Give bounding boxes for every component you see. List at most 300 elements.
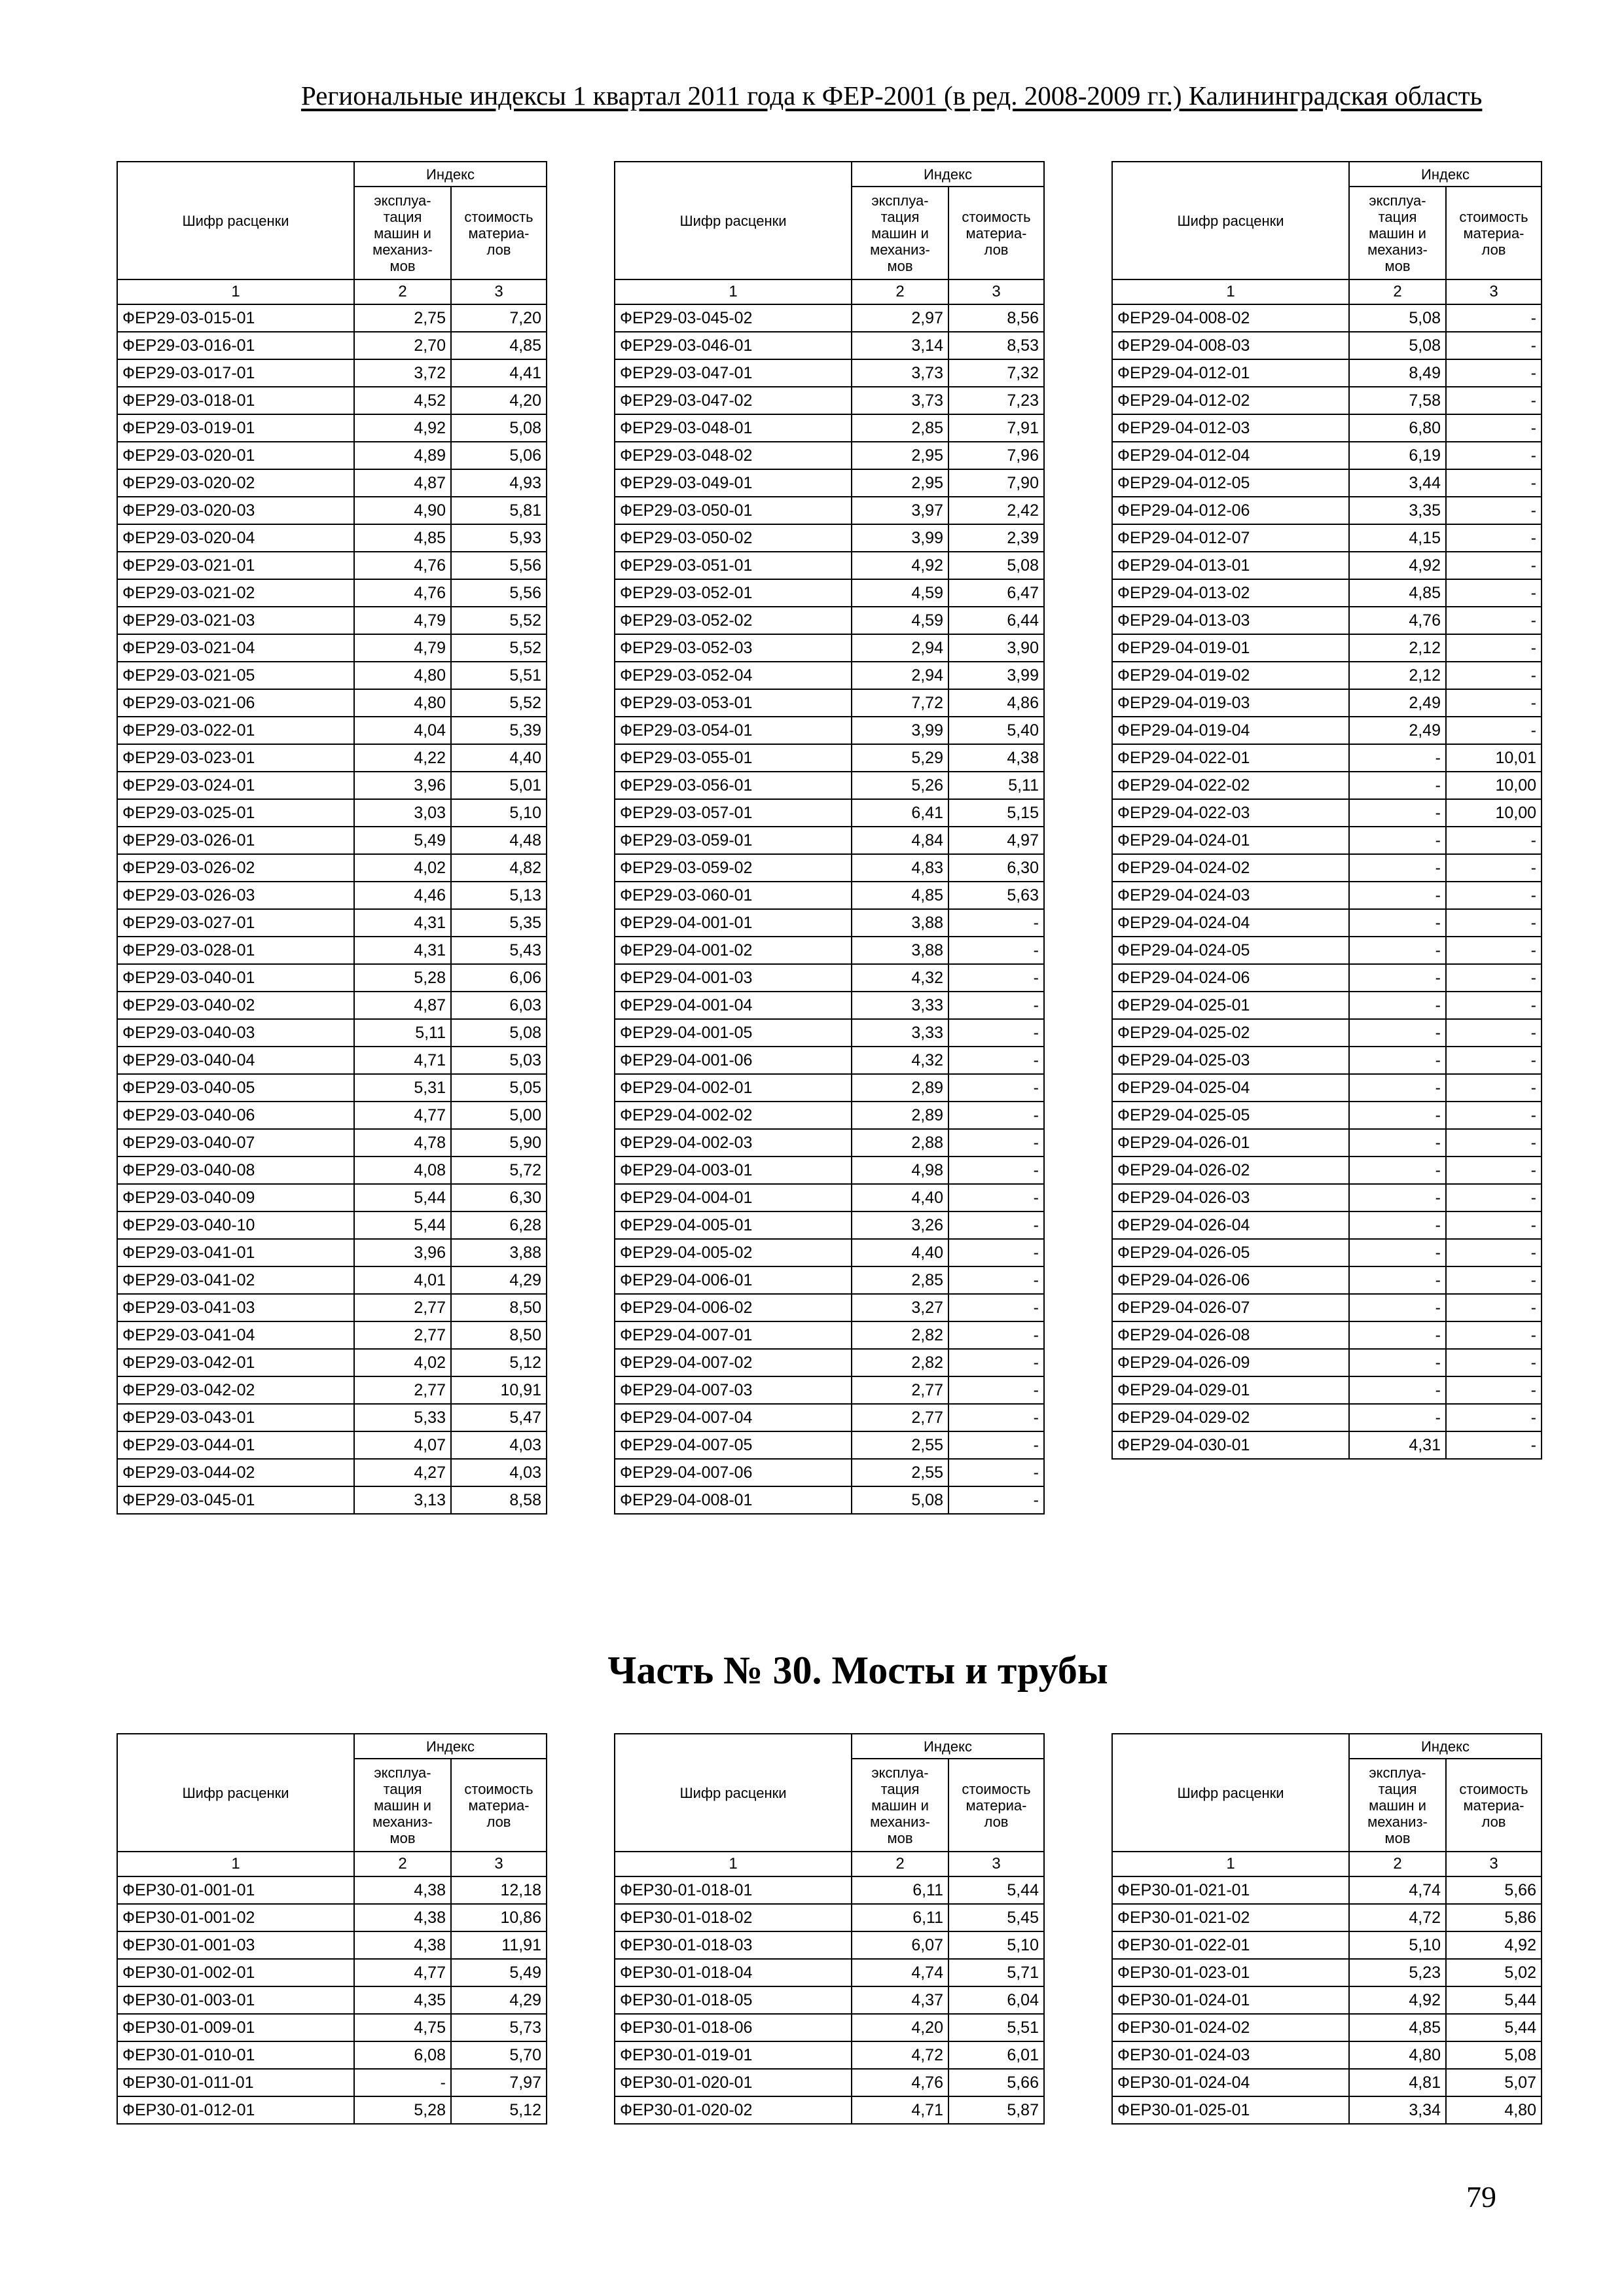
materials-index: - — [1446, 442, 1542, 469]
materials-index: - — [1446, 992, 1542, 1019]
exploitation-index: - — [1349, 1102, 1446, 1129]
rate-code: ФЕР29-04-007-06 — [615, 1459, 852, 1486]
exploitation-index: 2,95 — [852, 442, 948, 469]
table-row — [117, 1321, 547, 1349]
exploitation-index: 5,08 — [852, 1486, 948, 1514]
rate-code: ФЕР29-03-052-03 — [615, 634, 852, 662]
rate-code: ФЕР29-03-020-02 — [117, 469, 354, 497]
materials-index: - — [1446, 1074, 1542, 1102]
table-row — [1112, 744, 1542, 772]
rate-code: ФЕР29-03-020-03 — [117, 497, 354, 524]
table-row — [1112, 1986, 1542, 2014]
table-row — [1112, 1047, 1542, 1074]
materials-index: 2,39 — [948, 524, 1044, 552]
exploitation-index: 5,44 — [354, 1184, 451, 1211]
materials-header: стоимость материа- лов — [451, 1759, 547, 1852]
table-row — [117, 1459, 547, 1486]
rate-code: ФЕР30-01-003-01 — [117, 1986, 354, 2014]
exploitation-index: 4,80 — [354, 689, 451, 717]
exploitation-header: эксплуа- тация машин и механиз- мов — [852, 187, 948, 279]
exploitation-index: 4,85 — [852, 882, 948, 909]
table-row — [117, 1102, 547, 1129]
index-header: Индекс — [852, 1734, 1044, 1759]
materials-index: 5,08 — [948, 552, 1044, 579]
materials-index: 7,96 — [948, 442, 1044, 469]
materials-index: 5,66 — [948, 2069, 1044, 2096]
table-row — [1112, 689, 1542, 717]
materials-index: - — [1446, 1129, 1542, 1157]
materials-index: - — [1446, 552, 1542, 579]
materials-index: 5,10 — [451, 799, 547, 827]
rate-code: ФЕР30-01-020-02 — [615, 2096, 852, 2124]
materials-index: 5,12 — [451, 2096, 547, 2124]
rate-code: ФЕР30-01-024-02 — [1112, 2014, 1349, 2041]
materials-index: - — [948, 1184, 1044, 1211]
table-row — [1112, 2069, 1542, 2096]
table-row — [1112, 497, 1542, 524]
rate-code: ФЕР29-03-050-02 — [615, 524, 852, 552]
rate-code: ФЕР29-03-052-02 — [615, 607, 852, 634]
table-row — [1112, 1157, 1542, 1184]
rate-code: ФЕР29-03-055-01 — [615, 744, 852, 772]
rate-code: ФЕР29-03-019-01 — [117, 414, 354, 442]
rate-code: ФЕР29-03-021-04 — [117, 634, 354, 662]
exploitation-index: 4,76 — [354, 579, 451, 607]
exploitation-index: 4,02 — [354, 1349, 451, 1376]
index-header: Индекс — [1349, 1734, 1542, 1759]
rate-code: ФЕР29-04-012-05 — [1112, 469, 1349, 497]
materials-index: - — [948, 1129, 1044, 1157]
table-row — [615, 1459, 1044, 1486]
materials-index: - — [1446, 1349, 1542, 1376]
table-row — [117, 359, 547, 387]
exploitation-index: 8,49 — [1349, 359, 1446, 387]
materials-index: 5,07 — [1446, 2069, 1542, 2096]
index-table-6 — [1111, 1733, 1542, 2125]
table-row — [1112, 1266, 1542, 1294]
exploitation-index: - — [1349, 1019, 1446, 1047]
rate-code: ФЕР29-04-012-01 — [1112, 359, 1349, 387]
table-row — [615, 964, 1044, 992]
exploitation-index: 4,04 — [354, 717, 451, 744]
materials-index: - — [1446, 387, 1542, 414]
rate-code: ФЕР29-04-024-05 — [1112, 937, 1349, 964]
exploitation-index: - — [1349, 799, 1446, 827]
section-title: Часть № 30. Мосты и трубы — [607, 1649, 1108, 1692]
rate-code: ФЕР29-03-050-01 — [615, 497, 852, 524]
exploitation-index: - — [1349, 1349, 1446, 1376]
materials-index: 5,56 — [451, 552, 547, 579]
materials-index: 10,00 — [1446, 799, 1542, 827]
table-row — [117, 1986, 547, 2014]
exploitation-index: 4,87 — [354, 992, 451, 1019]
exploitation-index: 4,01 — [354, 1266, 451, 1294]
materials-index: - — [948, 1459, 1044, 1486]
exploitation-index: 4,75 — [354, 2014, 451, 2041]
rate-code: ФЕР29-04-002-03 — [615, 1129, 852, 1157]
rate-code: ФЕР29-03-045-02 — [615, 304, 852, 332]
rate-code: ФЕР29-04-013-03 — [1112, 607, 1349, 634]
rate-code: ФЕР29-03-041-03 — [117, 1294, 354, 1321]
rate-code: ФЕР29-03-048-02 — [615, 442, 852, 469]
exploitation-index: 2,89 — [852, 1074, 948, 1102]
exploitation-index: 3,96 — [354, 1239, 451, 1266]
rate-code: ФЕР29-03-060-01 — [615, 882, 852, 909]
code-header: Шифр расценки — [1112, 1734, 1349, 1852]
table-row — [615, 1129, 1044, 1157]
materials-index: 7,90 — [948, 469, 1044, 497]
exploitation-index: 4,76 — [1349, 607, 1446, 634]
materials-index: - — [1446, 1211, 1542, 1239]
exploitation-index: 3,72 — [354, 359, 451, 387]
materials-index: 4,97 — [948, 827, 1044, 854]
exploitation-index: 3,13 — [354, 1486, 451, 1514]
materials-index: 5,01 — [451, 772, 547, 799]
table-row — [615, 524, 1044, 552]
table-row — [1112, 607, 1542, 634]
materials-index: - — [948, 1047, 1044, 1074]
table-row — [117, 1349, 547, 1376]
exploitation-index: 4,80 — [354, 662, 451, 689]
materials-index: 5,51 — [948, 2014, 1044, 2041]
materials-index: - — [1446, 524, 1542, 552]
rate-code: ФЕР29-03-044-02 — [117, 1459, 354, 1486]
table-row — [117, 1074, 547, 1102]
table-row — [117, 662, 547, 689]
rate-code: ФЕР29-04-026-03 — [1112, 1184, 1349, 1211]
rate-code: ФЕР30-01-002-01 — [117, 1959, 354, 1986]
materials-index: 10,00 — [1446, 772, 1542, 799]
exploitation-index: 3,14 — [852, 332, 948, 359]
rate-code: ФЕР29-03-021-03 — [117, 607, 354, 634]
exploitation-index: 3,35 — [1349, 497, 1446, 524]
table-row — [615, 2069, 1044, 2096]
exploitation-index: 4,20 — [852, 2014, 948, 2041]
column-number: 1 — [117, 279, 354, 304]
materials-index: - — [948, 1349, 1044, 1376]
materials-index: 5,35 — [451, 909, 547, 937]
materials-index: 4,41 — [451, 359, 547, 387]
column-number: 2 — [1349, 1852, 1446, 1876]
rate-code: ФЕР29-04-029-02 — [1112, 1404, 1349, 1431]
materials-index: 2,42 — [948, 497, 1044, 524]
rate-code: ФЕР29-04-012-04 — [1112, 442, 1349, 469]
table-row — [117, 387, 547, 414]
exploitation-index: 2,94 — [852, 662, 948, 689]
materials-index: 5,63 — [948, 882, 1044, 909]
rate-code: ФЕР29-03-021-01 — [117, 552, 354, 579]
materials-index: 4,92 — [1446, 1931, 1542, 1959]
column-number: 3 — [1446, 1852, 1542, 1876]
materials-index: - — [1446, 579, 1542, 607]
column-number: 3 — [451, 1852, 547, 1876]
table-row — [117, 2041, 547, 2069]
materials-index: - — [1446, 937, 1542, 964]
table-row — [1112, 1349, 1542, 1376]
materials-index: 3,99 — [948, 662, 1044, 689]
table-row — [1112, 772, 1542, 799]
rate-code: ФЕР30-01-018-02 — [615, 1904, 852, 1931]
materials-index: 5,05 — [451, 1074, 547, 1102]
table-row — [1112, 1129, 1542, 1157]
table-row — [117, 1376, 547, 1404]
exploitation-index: 3,27 — [852, 1294, 948, 1321]
rate-code: ФЕР30-01-023-01 — [1112, 1959, 1349, 1986]
table-row — [615, 717, 1044, 744]
materials-index: 10,86 — [451, 1904, 547, 1931]
rate-code: ФЕР29-04-026-02 — [1112, 1157, 1349, 1184]
rate-code: ФЕР30-01-020-01 — [615, 2069, 852, 2096]
table-row — [1112, 1184, 1542, 1211]
exploitation-index: 4,46 — [354, 882, 451, 909]
table-row — [117, 909, 547, 937]
table-row — [117, 414, 547, 442]
rate-code: ФЕР29-03-059-01 — [615, 827, 852, 854]
exploitation-index: 6,41 — [852, 799, 948, 827]
table-row — [1112, 359, 1542, 387]
table-row — [117, 744, 547, 772]
column-numbers-row — [1112, 279, 1542, 304]
table-row — [1112, 332, 1542, 359]
table-row — [117, 1876, 547, 1904]
exploitation-index: 4,71 — [852, 2096, 948, 2124]
materials-index: 4,40 — [451, 744, 547, 772]
rate-code: ФЕР29-04-007-05 — [615, 1431, 852, 1459]
table-row — [1112, 1404, 1542, 1431]
table-row — [615, 827, 1044, 854]
materials-header: стоимость материа- лов — [948, 187, 1044, 279]
rate-code: ФЕР29-04-022-01 — [1112, 744, 1349, 772]
exploitation-index: 2,55 — [852, 1431, 948, 1459]
rate-code: ФЕР30-01-001-02 — [117, 1904, 354, 1931]
exploitation-index: 3,33 — [852, 1019, 948, 1047]
materials-index: 7,97 — [451, 2069, 547, 2096]
rate-code: ФЕР29-04-008-02 — [1112, 304, 1349, 332]
exploitation-index: - — [1349, 827, 1446, 854]
materials-index: 8,50 — [451, 1294, 547, 1321]
exploitation-index: 2,12 — [1349, 634, 1446, 662]
table-row — [615, 552, 1044, 579]
page-header: Региональные индексы 1 квартал 2011 года к ФЕР-2001 (в ред. 2008-2009 гг.) Калининградская область — [301, 81, 1483, 111]
exploitation-index: 2,82 — [852, 1349, 948, 1376]
exploitation-index: 2,95 — [852, 469, 948, 497]
table-row — [1112, 882, 1542, 909]
materials-index: 5,52 — [451, 634, 547, 662]
exploitation-index: 4,81 — [1349, 2069, 1446, 2096]
exploitation-index: - — [1349, 772, 1446, 799]
rate-code: ФЕР30-01-019-01 — [615, 2041, 852, 2069]
rate-code: ФЕР29-03-052-01 — [615, 579, 852, 607]
column-number: 2 — [852, 1852, 948, 1876]
rate-code: ФЕР29-03-043-01 — [117, 1404, 354, 1431]
rate-code: ФЕР29-04-024-03 — [1112, 882, 1349, 909]
rate-code: ФЕР29-04-012-03 — [1112, 414, 1349, 442]
materials-index: - — [1446, 827, 1542, 854]
exploitation-index: 2,94 — [852, 634, 948, 662]
rate-code: ФЕР29-03-040-10 — [117, 1211, 354, 1239]
exploitation-index: 3,73 — [852, 387, 948, 414]
exploitation-index: 2,88 — [852, 1129, 948, 1157]
exploitation-index: 4,52 — [354, 387, 451, 414]
rate-code: ФЕР29-03-017-01 — [117, 359, 354, 387]
rate-code: ФЕР29-03-040-03 — [117, 1019, 354, 1047]
rate-code: ФЕР29-03-040-04 — [117, 1047, 354, 1074]
materials-index: - — [1446, 497, 1542, 524]
materials-index: - — [948, 1239, 1044, 1266]
materials-index: 5,10 — [948, 1931, 1044, 1959]
materials-index: - — [948, 1266, 1044, 1294]
exploitation-index: 4,32 — [852, 1047, 948, 1074]
column-numbers-row — [117, 279, 547, 304]
table-row — [1112, 1321, 1542, 1349]
rate-code: ФЕР29-04-007-03 — [615, 1376, 852, 1404]
materials-header: стоимость материа- лов — [1446, 187, 1542, 279]
materials-index: 4,85 — [451, 332, 547, 359]
rate-code: ФЕР29-04-025-03 — [1112, 1047, 1349, 1074]
table-row — [1112, 552, 1542, 579]
exploitation-index: 2,75 — [354, 304, 451, 332]
exploitation-index: 3,26 — [852, 1211, 948, 1239]
materials-index: - — [948, 1019, 1044, 1047]
exploitation-index: 4,76 — [354, 552, 451, 579]
rate-code: ФЕР29-03-021-02 — [117, 579, 354, 607]
materials-index: 6,06 — [451, 964, 547, 992]
exploitation-index: - — [1349, 1376, 1446, 1404]
exploitation-index: - — [1349, 937, 1446, 964]
table-row — [615, 634, 1044, 662]
materials-index: 5,72 — [451, 1157, 547, 1184]
table-row — [117, 1294, 547, 1321]
table-row — [117, 937, 547, 964]
rate-code: ФЕР29-04-026-09 — [1112, 1349, 1349, 1376]
exploitation-index: 4,38 — [354, 1876, 451, 1904]
exploitation-index: 5,28 — [354, 2096, 451, 2124]
table-row — [1112, 469, 1542, 497]
table-row — [1112, 1931, 1542, 1959]
table-row — [117, 332, 547, 359]
exploitation-index: 4,77 — [354, 1102, 451, 1129]
materials-header: стоимость материа- лов — [451, 187, 547, 279]
exploitation-index: 3,73 — [852, 359, 948, 387]
exploitation-index: 7,72 — [852, 689, 948, 717]
rate-code: ФЕР30-01-018-03 — [615, 1931, 852, 1959]
table-row — [117, 799, 547, 827]
rate-code: ФЕР30-01-018-01 — [615, 1876, 852, 1904]
table-row — [615, 744, 1044, 772]
table-row — [615, 1266, 1044, 1294]
index-header: Индекс — [1349, 162, 1542, 187]
exploitation-index: - — [1349, 744, 1446, 772]
materials-index: 5,08 — [451, 1019, 547, 1047]
table-row — [1112, 1294, 1542, 1321]
materials-index: 8,58 — [451, 1486, 547, 1514]
table-row — [615, 1959, 1044, 1986]
exploitation-index: 5,29 — [852, 744, 948, 772]
exploitation-index: 4,85 — [354, 524, 451, 552]
exploitation-index: 4,84 — [852, 827, 948, 854]
materials-index: 11,91 — [451, 1931, 547, 1959]
table-row — [615, 1321, 1044, 1349]
rate-code: ФЕР30-01-024-04 — [1112, 2069, 1349, 2096]
header-row — [117, 162, 547, 187]
exploitation-header: эксплуа- тация машин и механиз- мов — [1349, 1759, 1446, 1852]
rate-code: ФЕР29-03-057-01 — [615, 799, 852, 827]
column-number: 1 — [615, 1852, 852, 1876]
rate-code: ФЕР29-04-008-03 — [1112, 332, 1349, 359]
page-number: 79 — [1466, 2180, 1496, 2214]
table-row — [615, 882, 1044, 909]
table-row — [1112, 304, 1542, 332]
exploitation-index: 4,85 — [1349, 2014, 1446, 2041]
table-row — [117, 1019, 547, 1047]
table-row — [117, 1404, 547, 1431]
exploitation-index: 3,03 — [354, 799, 451, 827]
rate-code: ФЕР30-01-025-01 — [1112, 2096, 1349, 2124]
exploitation-index: 4,40 — [852, 1184, 948, 1211]
rate-code: ФЕР30-01-010-01 — [117, 2041, 354, 2069]
rate-code: ФЕР29-03-040-01 — [117, 964, 354, 992]
exploitation-index: 4,71 — [354, 1047, 451, 1074]
materials-index: 5,44 — [948, 1876, 1044, 1904]
rate-code: ФЕР29-03-059-02 — [615, 854, 852, 882]
exploitation-index: 4,98 — [852, 1157, 948, 1184]
rate-code: ФЕР29-03-040-07 — [117, 1129, 354, 1157]
table-row — [615, 689, 1044, 717]
materials-index: 6,47 — [948, 579, 1044, 607]
materials-index: 5,44 — [1446, 2014, 1542, 2041]
materials-index: 6,30 — [451, 1184, 547, 1211]
rate-code: ФЕР29-03-046-01 — [615, 332, 852, 359]
materials-index: - — [948, 1294, 1044, 1321]
materials-index: 4,38 — [948, 744, 1044, 772]
materials-index: - — [1446, 1266, 1542, 1294]
table-row — [1112, 1019, 1542, 1047]
materials-index: - — [948, 1321, 1044, 1349]
materials-index: 5,02 — [1446, 1959, 1542, 1986]
table-row — [615, 992, 1044, 1019]
exploitation-index: 2,77 — [852, 1404, 948, 1431]
code-header: Шифр расценки — [1112, 162, 1349, 279]
table-row — [117, 1486, 547, 1514]
rate-code: ФЕР29-03-054-01 — [615, 717, 852, 744]
materials-index: 6,04 — [948, 1986, 1044, 2014]
rate-code: ФЕР29-03-020-04 — [117, 524, 354, 552]
column-number: 1 — [1112, 279, 1349, 304]
materials-index: 5,81 — [451, 497, 547, 524]
table-row — [117, 2014, 547, 2041]
rate-code: ФЕР29-04-007-04 — [615, 1404, 852, 1431]
exploitation-index: - — [1349, 1211, 1446, 1239]
exploitation-index: 5,33 — [354, 1404, 451, 1431]
exploitation-index: 2,77 — [354, 1294, 451, 1321]
column-number: 3 — [1446, 279, 1542, 304]
exploitation-index: 2,77 — [354, 1376, 451, 1404]
materials-index: - — [1446, 1431, 1542, 1459]
materials-index: 5,71 — [948, 1959, 1044, 1986]
rate-code: ФЕР29-04-022-03 — [1112, 799, 1349, 827]
materials-index: 5,51 — [451, 662, 547, 689]
table-row — [117, 992, 547, 1019]
materials-index: - — [948, 992, 1044, 1019]
materials-index: - — [1446, 662, 1542, 689]
exploitation-index: 3,97 — [852, 497, 948, 524]
rate-code: ФЕР29-04-029-01 — [1112, 1376, 1349, 1404]
code-header: Шифр расценки — [615, 162, 852, 279]
column-number: 2 — [354, 279, 451, 304]
exploitation-index: - — [1349, 882, 1446, 909]
exploitation-index: 7,58 — [1349, 387, 1446, 414]
rate-code: ФЕР29-04-012-07 — [1112, 524, 1349, 552]
